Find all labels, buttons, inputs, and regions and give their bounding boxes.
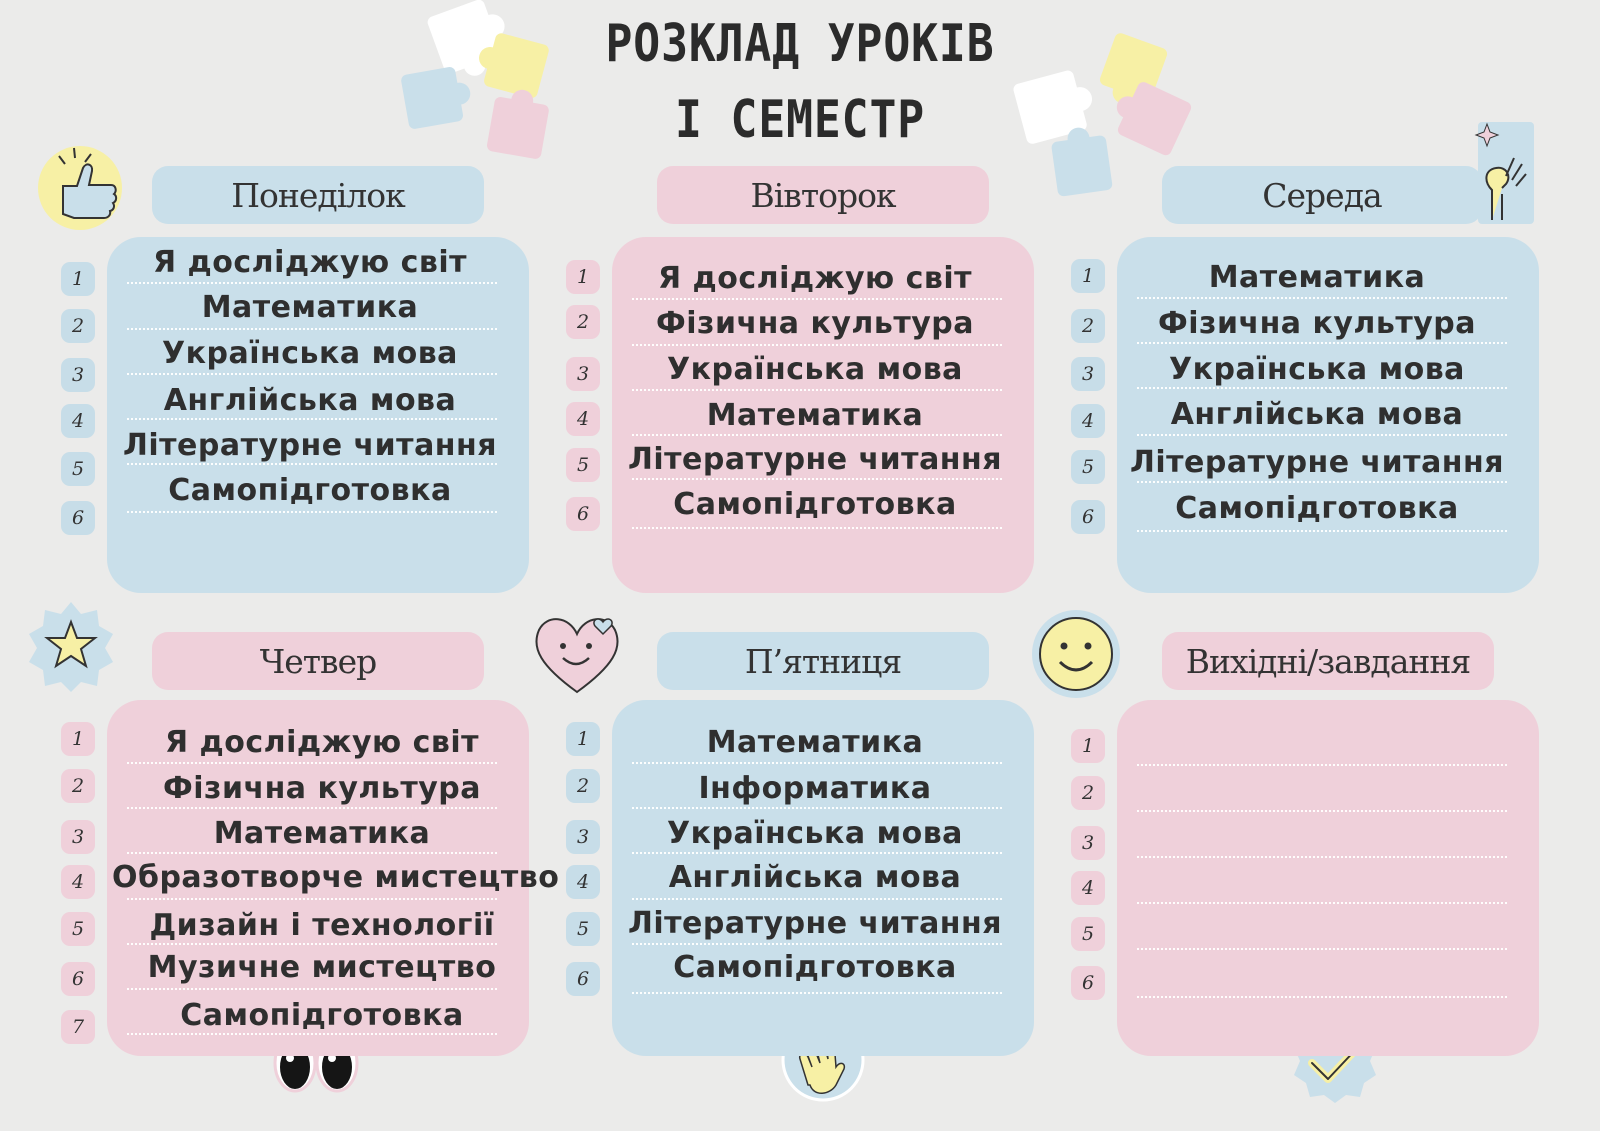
lesson-number: 6 [566,497,600,531]
row-divider [1137,856,1507,858]
lesson-number: 4 [61,404,95,438]
lesson-number: 6 [61,962,95,996]
lesson-number: 2 [61,309,95,343]
row-divider [127,762,497,764]
lesson-number: 5 [61,452,95,486]
row-divider [1137,481,1507,483]
lesson-subject: Українська мова [1169,352,1465,387]
day-header-friday: П’ятниця [657,632,989,690]
lesson-subject: Математика [201,290,419,325]
row-divider [127,511,497,513]
lesson-number: 1 [61,722,95,756]
lesson-subject: Я досліджую світ [152,245,468,280]
row-divider [1137,387,1507,389]
lesson-number: 5 [61,912,95,946]
row-divider [127,1033,497,1035]
lesson-subject: Математика [213,816,431,851]
page-title-line-1: РОЗКЛАД УРОКІВ [605,14,995,74]
lesson-subject: Літературне читання [122,428,498,463]
star-badge-icon [25,600,117,692]
lesson-number: 3 [566,357,600,391]
lesson-number: 5 [566,448,600,482]
row-divider [127,898,497,900]
smiley-face-icon [1030,608,1122,700]
lesson-subject: Самопідготовка [180,998,464,1033]
lesson-subject: Дизайн і технології [149,908,495,943]
day-header-monday: Понеділок [152,166,484,224]
row-divider [632,943,1002,945]
lesson-subject: Образотворче мистецтво [112,860,560,895]
lesson-number: 6 [1071,966,1105,1000]
lesson-number: 1 [566,260,600,294]
row-divider [127,328,497,330]
lesson-number: 4 [566,865,600,899]
lesson-subject: Українська мова [667,352,963,387]
lesson-subject: Англійська мова [668,860,962,895]
lesson-number: 5 [566,912,600,946]
lesson-subject: Літературне читання [627,442,1003,477]
row-divider [632,344,1002,346]
lesson-number: 6 [566,962,600,996]
lesson-subject: Я досліджую світ [657,261,973,296]
lesson-number: 1 [566,722,600,756]
row-divider [127,463,497,465]
lesson-subject: Самопідготовка [168,473,452,508]
day-header-weekend-tasks: Вихідні/завдання [1162,632,1494,690]
lesson-number: 2 [1071,776,1105,810]
lesson-number: 4 [1071,404,1105,438]
day-header-thursday: Четвер [152,632,484,690]
row-divider [632,762,1002,764]
lesson-number: 1 [1071,259,1105,293]
row-divider [632,992,1002,994]
lesson-number: 3 [61,358,95,392]
lesson-subject: Фізична культура [162,771,482,806]
lesson-number: 1 [61,262,95,296]
lesson-number: 2 [61,769,95,803]
lesson-subject: Інформатика [698,771,932,806]
lesson-number: 3 [61,820,95,854]
thumbs-up-icon [35,140,130,230]
row-divider [127,418,497,420]
lesson-number: 4 [1071,871,1105,905]
lesson-number: 7 [61,1010,95,1044]
lesson-number: 6 [1071,500,1105,534]
row-divider [127,373,497,375]
row-divider [1137,902,1507,904]
lesson-number: 6 [61,501,95,535]
lesson-number: 2 [566,305,600,339]
row-divider [127,943,497,945]
lesson-subject: Літературне читання [627,906,1003,941]
lesson-subject: Самопідготовка [673,950,957,985]
lesson-number: 3 [1071,826,1105,860]
row-divider [127,988,497,990]
row-divider [1137,810,1507,812]
lesson-number: 5 [1071,450,1105,484]
lesson-subject: Самопідготовка [673,487,957,522]
row-divider [1137,342,1507,344]
lesson-subject: Англійська мова [1170,397,1464,432]
row-divider [1137,530,1507,532]
lesson-subject: Фізична культура [655,306,975,341]
lesson-subject: Музичне мистецтво [147,950,497,985]
lesson-subject: Фізична культура [1157,306,1477,341]
lesson-subject: Українська мова [162,336,458,371]
row-divider [632,527,1002,529]
lesson-subject: Математика [706,398,924,433]
lesson-number: 3 [566,820,600,854]
row-divider [632,389,1002,391]
day-header-wednesday: Середа [1162,166,1482,224]
row-divider [632,852,1002,854]
row-divider [1137,434,1507,436]
puzzle-pieces-left-icon [395,0,585,160]
row-divider [1137,948,1507,950]
lesson-number: 3 [1071,357,1105,391]
heart-smile-icon [527,608,627,698]
lesson-subject: Математика [1208,260,1426,295]
row-divider [127,282,497,284]
lesson-number: 4 [61,865,95,899]
lesson-subject: Українська мова [667,816,963,851]
row-divider [632,434,1002,436]
row-divider [1137,996,1507,998]
day-header-tuesday: Вівторок [657,166,989,224]
lesson-number: 4 [566,402,600,436]
lesson-subject: Англійська мова [163,383,457,418]
lesson-subject: Самопідготовка [1175,491,1459,526]
schedule-panel-weekend [1117,700,1539,1056]
lesson-subject: Літературне читання [1129,445,1505,480]
lesson-number: 1 [1071,729,1105,763]
lesson-number: 5 [1071,917,1105,951]
row-divider [632,807,1002,809]
lesson-subject: Математика [706,725,924,760]
row-divider [632,298,1002,300]
lesson-subject: Я досліджую світ [164,725,480,760]
row-divider [632,478,1002,480]
lesson-number: 2 [1071,309,1105,343]
row-divider [1137,764,1507,766]
row-divider [127,852,497,854]
row-divider [1137,297,1507,299]
page-title-line-2: І СЕМЕСТР [674,90,926,150]
lesson-number: 2 [566,769,600,803]
row-divider [632,898,1002,900]
row-divider [127,807,497,809]
